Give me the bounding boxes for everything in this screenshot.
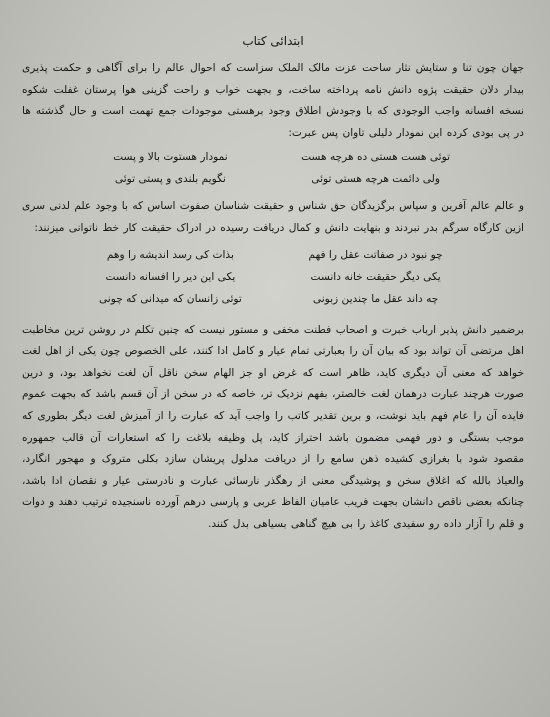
verse [83, 146, 463, 168]
paragraph-2: و عالم عالم آفرین و سپاس برگزیدگان حق شناس و حقیقت شناسان صفوت اساس که با وجود علم لدنی سری ازین کارگاه سرگم بدر نبردند و بنهایت دانش و کمال دریافت رسیده در ادراک حقیقت کار خط ناتوانی میزنند: [22, 200, 524, 234]
poem-2 [83, 244, 463, 310]
hemistich: نگویم بلندی و پستی توئی [114, 173, 226, 186]
verse [83, 288, 463, 310]
hemistich: چو نبود در صفاتت عقل را فهم [308, 248, 443, 261]
paragraph-3: برضمیر دانش پذیر ارباب خبرت و اصحاب فطنت مخفی و مستور نیست که چنین تکلم در روشن ترین مخاطبت اهل مرتضی آن تواند بود که بیان آن را بعبارتی تمام عیار و کامل ادا کنند، علی الخصوص چون یکی از اهل لغت خواهد که معنی آن دیگری کاید، ظاهر است که غرض او جز الهام سخن ناقل آن لغت نخواهد بود، و درین صورت هرچند عبارت درهمان لغت خالصتر، بفهم نزدیک تر، خاصه که در سخن از آن قسم باشد که بجهت عموم فایده آن را عام فهم باید نوشت، و برین تقدیر کاتب را واجب آید که عبارت را از آمیزش لغت دیگر بطوری که موجب بستگی و دور فهمی مضمون باشد احتراز کاید، پل وظیفه بلاغت را که استعارات آن قالب جمهوره مقصود شود با بغرازی کشیده ذهن سامع را از دریافت مدلول پریشان سازد بکلی متروک و مهجور انگارد، والعیاذ بالله که اغلاق سخن و پوشیدگی معنی از رهگذر نارسائی عبارت و نادرستی عیار و نقصان ادا باشد، چنانکه بعضی ناقص دانشان بجهت فریب عامیان الفاظ عربی و پارسی درهم آورده ناسنجیده ترتیب دهند و دوات و قلم را آزار داده رو سفیدی کاغذ را بی هیچ گناهی بسیاهی بدل کنند. [21, 323, 524, 530]
paragraph-1: جهان چون تنا و ستایش نثار ساحت عزت مالک الملک سزاست که احوال عالم را برای آگاهی و حکمت پذیری بیدار دلان حقیقت پژوه دانش نامه پرداخته ساخت، و بجهت خواب و راحت گزینی هوا پرستان غفلت شکوه نسخه افسانه واجب الوجودی که با وجودش اطلاق وجود برهستی موجودات جمع تهمت است و حال گذشته ها در پی بودی کرده این نمودار دلیلی تاوان پس عبرت: [22, 62, 524, 139]
hemistich: ولی دائمت هرچه هستی توئی [311, 173, 440, 186]
hemistich: نمودار هستوت بالا و پست [113, 151, 228, 164]
verse [83, 244, 463, 266]
hemistich: یکی این دیر را افسانه دانست [105, 270, 236, 283]
page-title: ابتدائی کتاب [242, 34, 304, 48]
hemistich: چه داند عقل ما چندین زبونی [312, 292, 439, 305]
poem-1 [83, 146, 463, 190]
hemistich: بذات کی رسد اندیشه را وهم [106, 248, 234, 261]
hemistich: یکی دیگر حقیقت خانه دانست [310, 270, 441, 283]
verse [83, 168, 463, 190]
verse [83, 266, 463, 288]
hemistich: توئی هست هستی ده هرچه هست [301, 151, 451, 164]
hemistich: توئی زانسان که میدانی که چونی [98, 292, 242, 305]
